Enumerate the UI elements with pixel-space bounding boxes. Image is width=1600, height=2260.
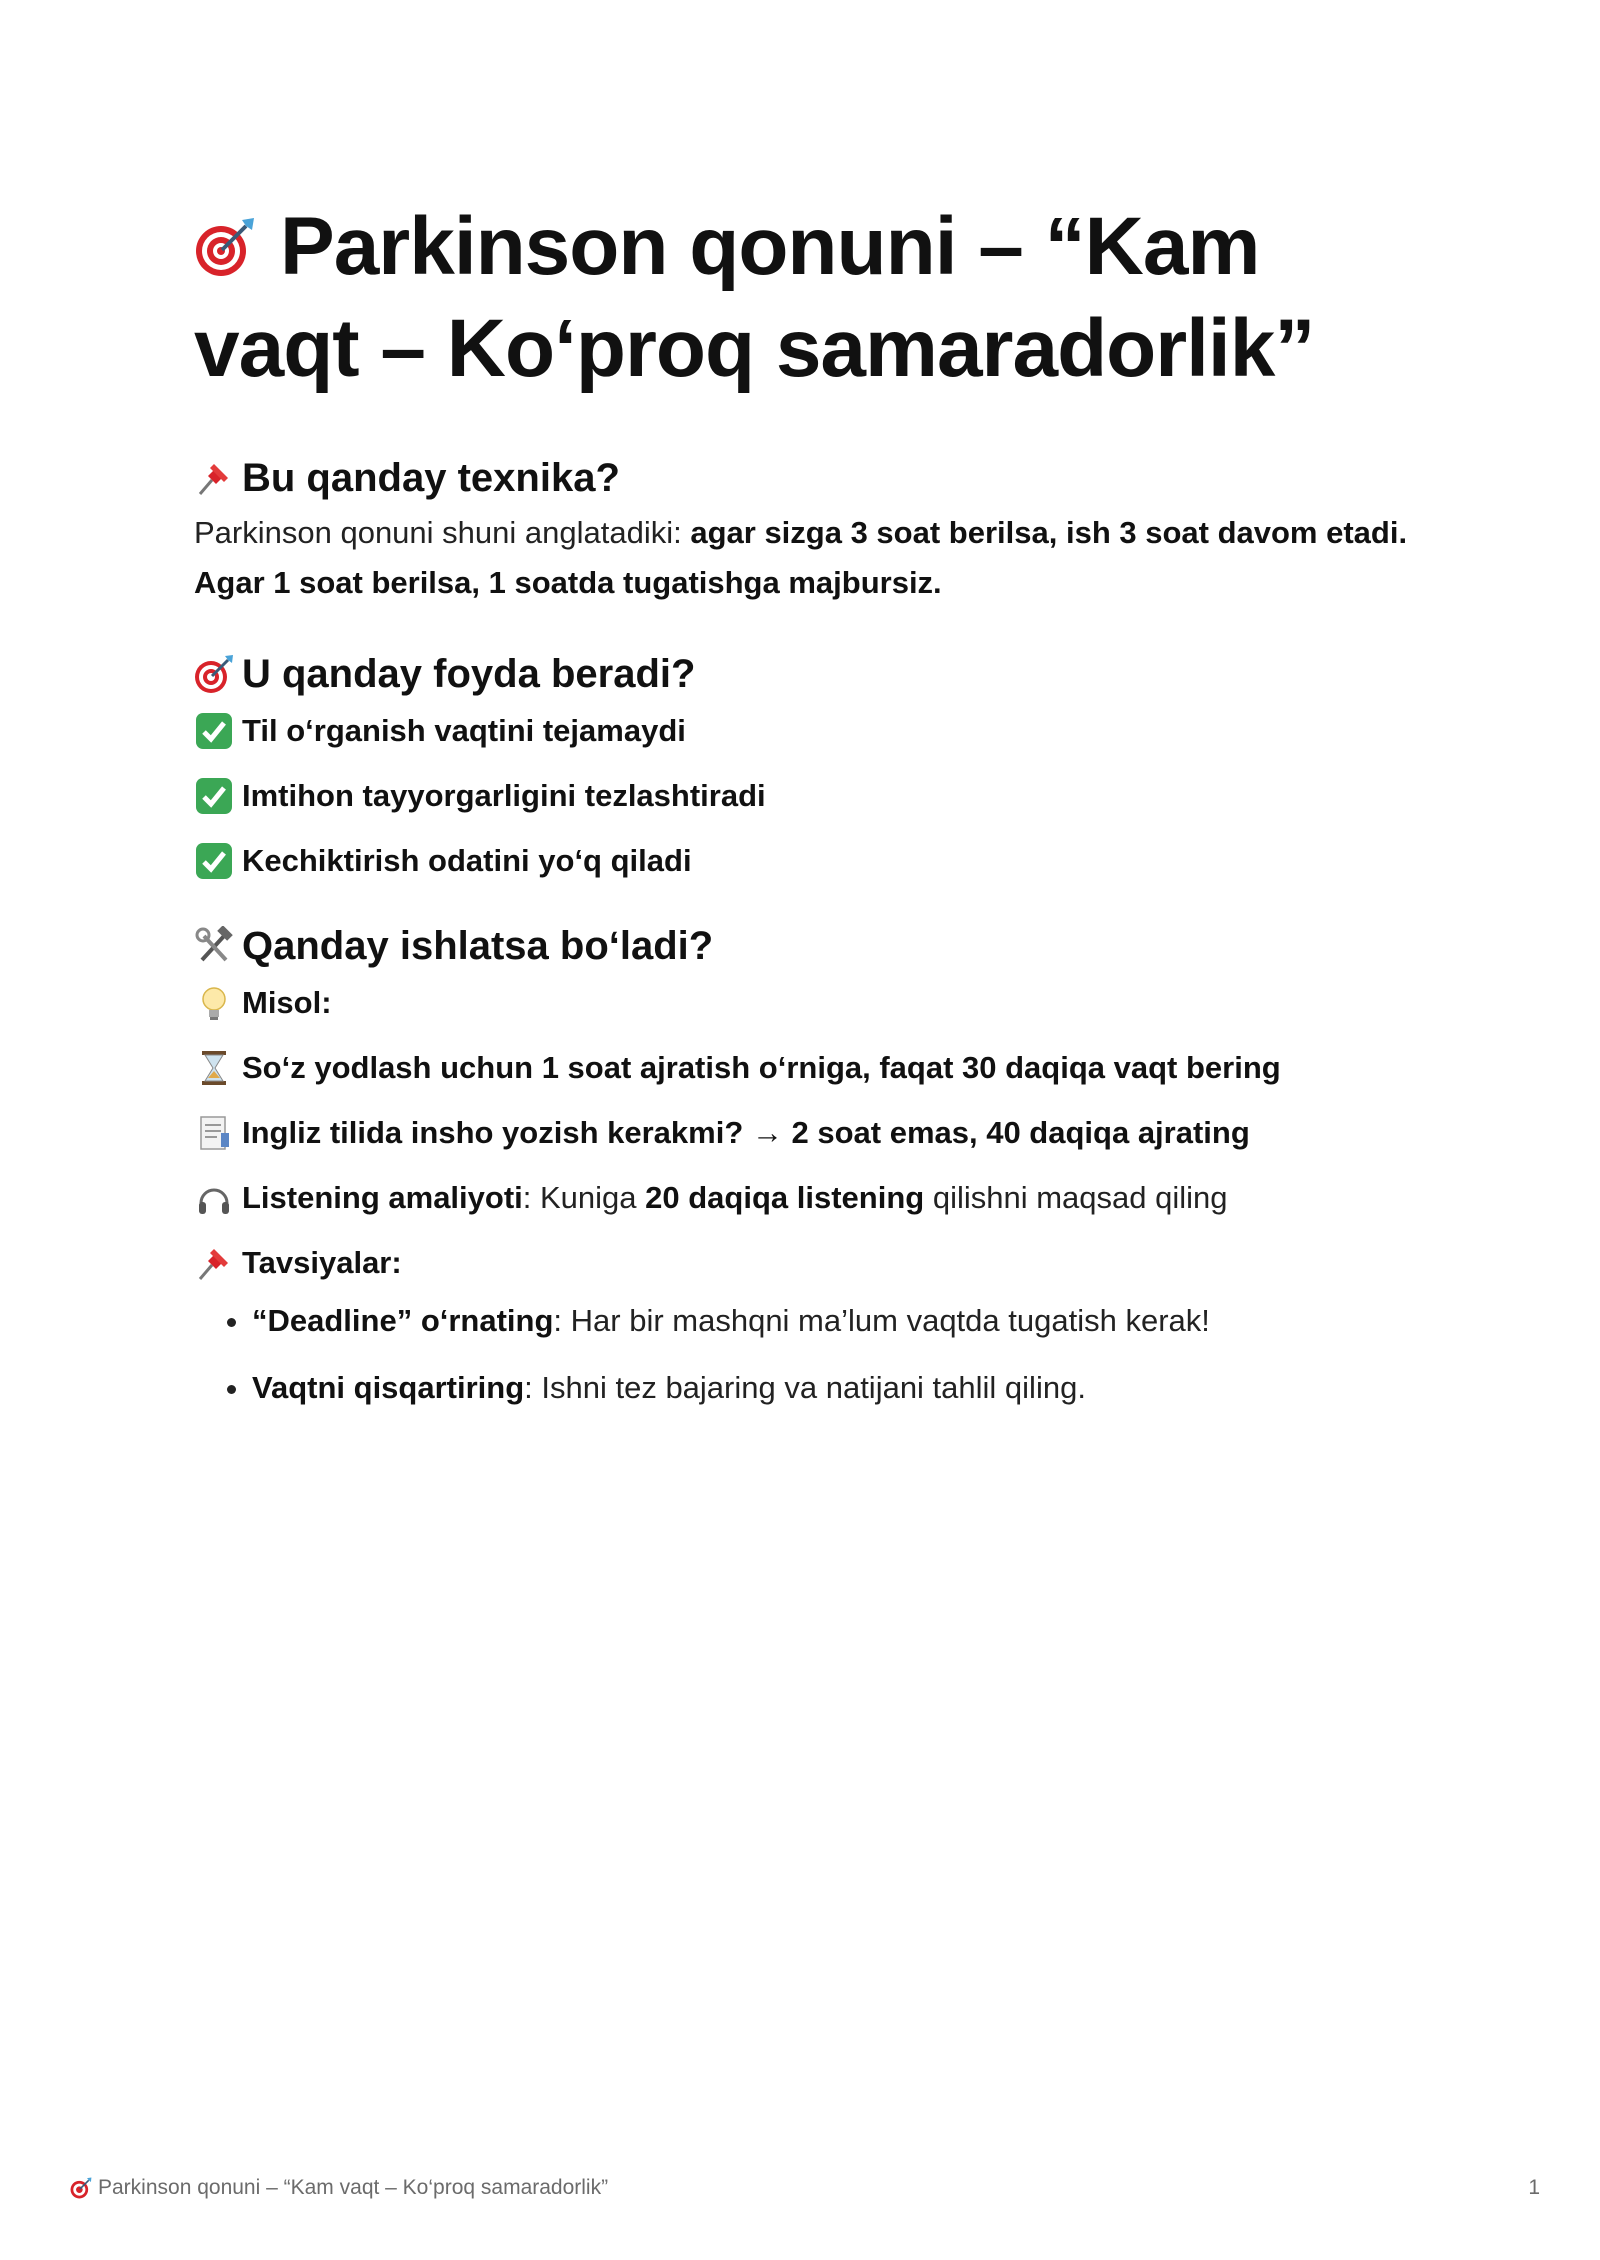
pushpin-icon — [194, 1243, 234, 1283]
dart-target-icon — [194, 654, 234, 694]
pushpin-icon — [194, 458, 234, 498]
example-item: Ingliz tilida insho yozish kerakmi? → 2 soat emas, 40 daqiqa ajrating — [194, 1108, 1434, 1158]
benefits-list — [194, 706, 1434, 886]
page-footer — [70, 2176, 1540, 2200]
list-item: Til o‘rganish vaqtini tejamaydi — [194, 706, 1434, 756]
recommendations-list — [194, 1296, 1434, 1413]
check-mark-icon — [194, 711, 234, 751]
list-item: Imtihon tayyorgarligini tezlashtiradi — [194, 771, 1434, 821]
section-heading-benefits: U qanday foyda beradi? — [194, 648, 1434, 700]
example-item: Listening amaliyoti: Kuniga 20 daqiqa listening qilishni maqsad qiling — [194, 1173, 1434, 1223]
document-icon — [194, 1113, 234, 1153]
dart-target-icon — [194, 216, 256, 278]
list-item: • Vaqtni qisqartiring: Ishni tez bajaring va natijani tahlil qiling. — [252, 1363, 1434, 1413]
technique-description: Parkinson qonuni shuni anglatadiki: agar sizga 3 soat berilsa, ish 3 soat davom etadi. Agar 1 soat berilsa, 1 soatda tugatishga majbursiz. — [194, 515, 1408, 600]
page-title: Parkinson qonuni – “Kam vaqt – Ko‘proq samaradorlik” — [194, 201, 1315, 394]
section-heading-usage: Qanday ishlatsa bo‘ladi? — [194, 920, 1434, 972]
misol-label: Misol: — [194, 978, 1434, 1028]
document-page — [194, 196, 1434, 1430]
hammer-wrench-icon — [194, 926, 234, 966]
footer-title: Parkinson qonuni – “Kam vaqt – Ko‘proq samaradorlik” — [98, 2176, 609, 2199]
list-item: Kechiktirish odatini yo‘q qiladi — [194, 836, 1434, 886]
check-mark-icon — [194, 841, 234, 881]
hourglass-icon — [194, 1048, 234, 1088]
list-item: • “Deadline” o‘rnating: Har bir mashqni ma’lum vaqtda tugatish kerak! — [252, 1296, 1434, 1346]
example-item: So‘z yodlash uchun 1 soat ajratish o‘rniga, faqat 30 daqiqa vaqt bering — [194, 1043, 1434, 1093]
page-number: 1 — [1528, 2176, 1540, 2199]
light-bulb-icon — [194, 983, 234, 1023]
dart-target-icon — [70, 2177, 92, 2199]
section-heading-technique: Bu qanday texnika? — [194, 452, 1434, 504]
usage-examples — [194, 978, 1434, 1288]
headphones-icon — [194, 1178, 234, 1218]
check-mark-icon — [194, 776, 234, 816]
tavsiyalar-label: Tavsiyalar: — [194, 1238, 1434, 1288]
